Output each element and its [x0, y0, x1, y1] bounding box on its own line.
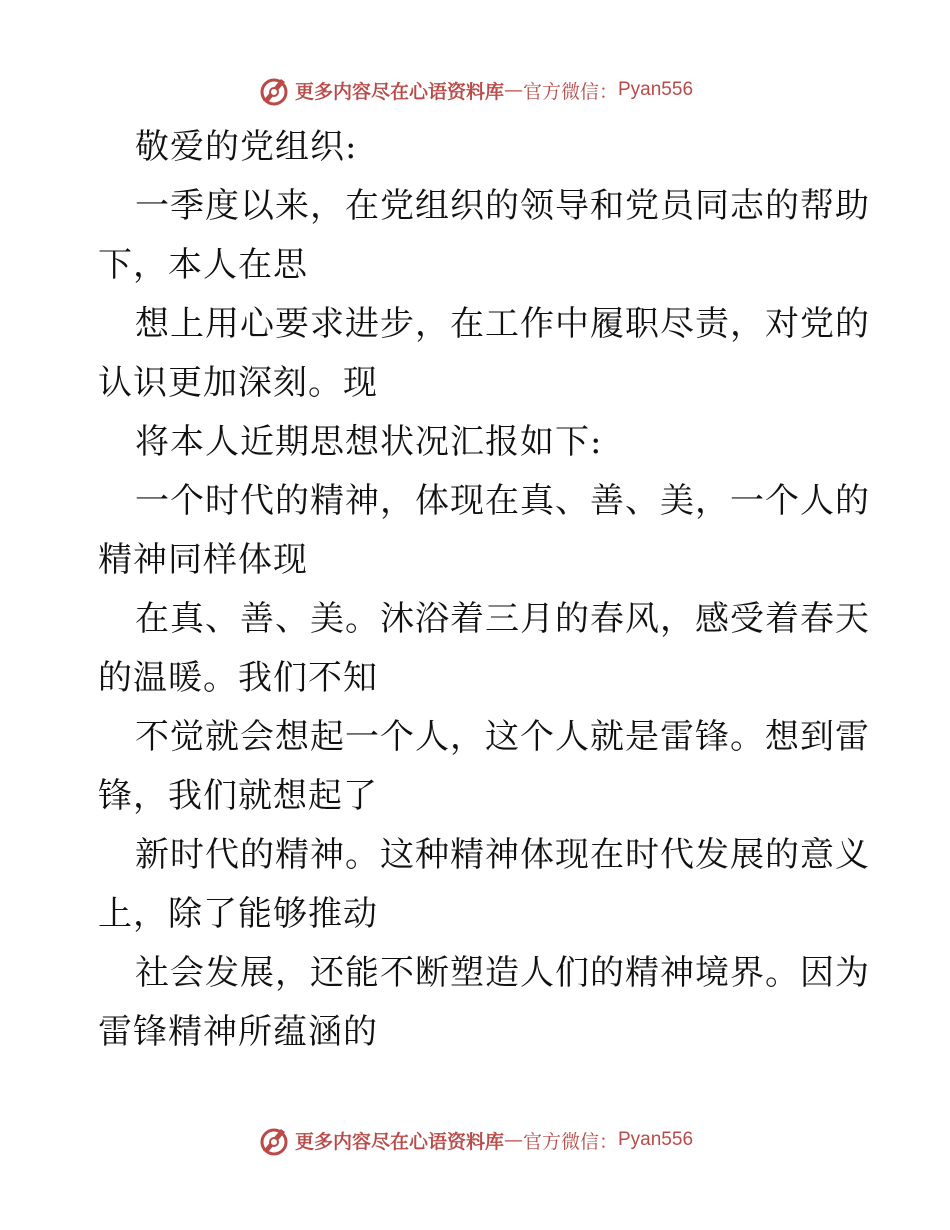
document-body: [98, 118, 870, 1062]
doc-line-9: 在真、善、美。沐浴着三月的春风，感受着春天: [135, 599, 870, 639]
doc-line-7: 一个时代的精神，体现在真、善、美，一个人的: [135, 481, 870, 521]
doc-line-14: 上，除了能够推动: [98, 894, 378, 934]
footer-wechat-id: Pyan556: [618, 1129, 694, 1150]
header-banner: [0, 70, 950, 110]
doc-line-12: 锋，我们就想起了: [98, 776, 378, 816]
quill-circle-icon: [257, 73, 291, 107]
doc-line-11: 不觉就会想起一个人，这个人就是雷锋。想到雷: [135, 717, 870, 757]
header-wechat-label: 官方微信：: [522, 80, 618, 103]
header-separator: —: [503, 79, 523, 101]
doc-line-5: 认识更加深刻。现: [98, 363, 378, 403]
header-brand-text: 更多内容尽在心语资料库: [294, 80, 504, 103]
doc-line-16: 雷锋精神所蕴涵的: [98, 1012, 378, 1052]
footer-separator: —: [503, 1129, 523, 1151]
doc-line-1: 敬爱的党组织:: [135, 127, 358, 167]
header-wechat-id: Pyan556: [618, 79, 694, 100]
doc-line-3: 下，本人在思: [98, 245, 308, 285]
doc-line-15: 社会发展，还能不断塑造人们的精神境界。因为: [135, 953, 870, 993]
doc-line-8: 精神同样体现: [98, 540, 308, 580]
footer-wechat-label: 官方微信：: [522, 1130, 618, 1153]
doc-line-13: 新时代的精神。这种精神体现在时代发展的意义: [135, 835, 870, 875]
footer-brand-text: 更多内容尽在心语资料库: [294, 1130, 504, 1153]
doc-line-10: 的温暖。我们不知: [98, 658, 378, 698]
quill-circle-icon: [257, 1123, 291, 1157]
doc-line-6: 将本人近期思想状况汇报如下:: [135, 422, 603, 462]
doc-line-2: 一季度以来，在党组织的领导和党员同志的帮助: [135, 186, 870, 226]
footer-banner: [0, 1120, 950, 1160]
doc-line-4: 想上用心要求进步，在工作中履职尽责，对党的: [135, 304, 870, 344]
